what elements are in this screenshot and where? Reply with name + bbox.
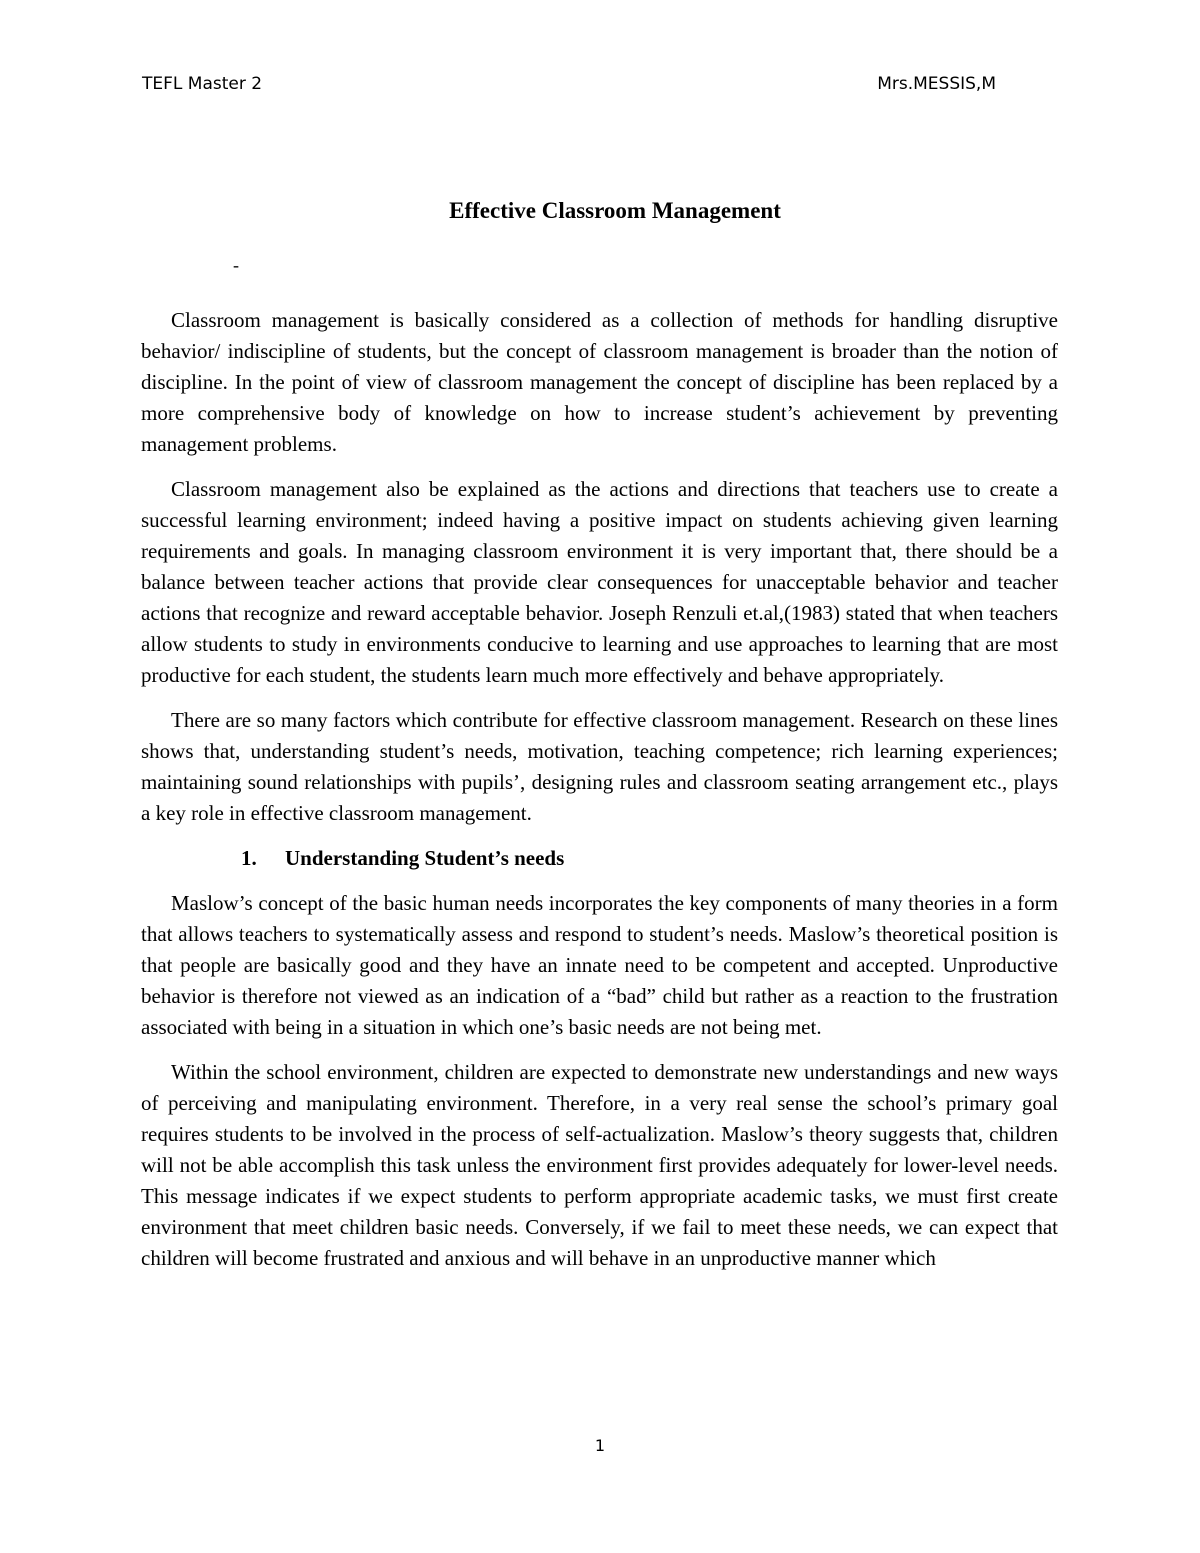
document-title: Effective Classroom Management <box>449 198 781 223</box>
document-body <box>141 305 1058 1274</box>
paragraph: Maslow’s concept of the basic human needs incorporates the key components of many theories in a form that allows teachers to systematically assess and respond to student’s needs. Maslow’s theoretical position is that people are basically good and they have an innate need to be competent and accepted. Unproductive behavior is therefore not viewed as an indication of a “bad” child but rather as a reaction to the frustration associated with being in a situation in which one’s basic needs are not being met. <box>141 891 1058 1039</box>
paragraph: Classroom management is basically considered as a collection of methods for handling disruptive behavior/ indiscipline of students, but the concept of classroom management is broader than the notion of discipline. In the point of view of classroom management the concept of discipline has been replaced by a more comprehensive body of knowledge on how to increase student’s achievement by preventing management problems. <box>141 308 1058 456</box>
dash-mark: - <box>233 255 239 275</box>
paragraph: Classroom management also be explained as the actions and directions that teachers use to create a successful learning environment; indeed having a positive impact on students achieving given learning requirements and goals. In managing classroom environment it is very important that, there should be a balance between teacher actions that provide clear consequences for unacceptable behavior and teacher actions that recognize and reward acceptable behavior. Joseph Renzuli et.al,(1983) stated that when teachers allow students to study in environments conducive to learning and use approaches to learning that are most productive for each student, the students learn much more effectively and behave appropriately. <box>141 477 1058 687</box>
section-number: 1. <box>241 846 257 870</box>
section-heading <box>141 843 1058 874</box>
paragraph: There are so many factors which contribute for effective classroom management. Research on these lines shows that, understanding student’s needs, motivation, teaching competence; rich learning experiences; maintaining sound relationships with pupils’, designing rules and classroom seating arrangement etc., plays a key role in effective classroom management. <box>141 708 1058 825</box>
header-author-label: Mrs.MESSIS,M <box>877 74 996 94</box>
header-course-label: TEFL Master 2 <box>142 74 263 94</box>
paragraph: Within the school environment, children are expected to demonstrate new understandings and new ways of perceiving and manipulating environment. Therefore, in a very real sense the school’s primary goal requires students to be involved in the process of self-actualization. Maslow’s theory suggests that, children will not be able accomplish this task unless the environment first provides adequately for lower-level needs. This message indicates if we expect students to perform appropriate academic tasks, we must first create environment that meet children basic needs. Conversely, if we fail to meet these needs, we can expect that children will become frustrated and anxious and will behave in an unproductive manner which <box>141 1060 1058 1270</box>
page-number: 1 <box>594 1436 606 1455</box>
section-title: Understanding Student’s needs <box>285 846 565 870</box>
